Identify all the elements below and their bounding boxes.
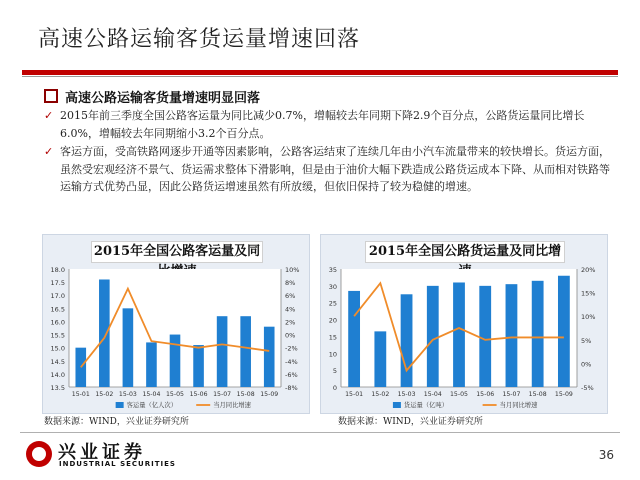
bar — [170, 335, 181, 387]
x-tick-label: 15-07 — [502, 391, 521, 398]
bar — [479, 286, 491, 387]
x-tick-label: 15-08 — [528, 391, 547, 398]
logo-text-en: INDUSTRIAL SECURITIES — [59, 460, 176, 468]
x-tick-label: 15-09 — [554, 391, 573, 398]
bar — [374, 331, 386, 387]
y-tick-label-left: 10 — [328, 350, 337, 359]
legend-line-label: 当月同比增速 — [499, 402, 538, 409]
x-tick-label: 15-09 — [260, 391, 279, 398]
passenger-chart-title: 2015年全国公路客运量及同 — [91, 241, 263, 263]
x-tick-label: 15-05 — [166, 391, 184, 398]
bar — [123, 308, 134, 387]
y-tick-label-right: -4% — [285, 357, 298, 366]
y-tick-label-right: 0% — [581, 360, 592, 369]
bar — [217, 316, 228, 387]
bar — [348, 291, 360, 387]
logo-mark-icon — [26, 441, 52, 467]
legend-bar-label: 客运量（亿人次） — [126, 402, 178, 409]
y-tick-label-left: 15 — [328, 333, 337, 342]
x-tick-label: 15-01 — [345, 391, 364, 398]
title-divider — [22, 70, 618, 75]
y-tick-label-right: -2% — [285, 344, 298, 353]
y-tick-label-right: -5% — [581, 384, 594, 392]
x-tick-label: 15-03 — [118, 391, 137, 398]
y-tick-label-right: 2% — [285, 318, 296, 327]
y-tick-label-right: 6% — [285, 292, 296, 301]
bar — [532, 281, 544, 387]
bullet-text: 客运方面，受高铁路网逐步开通等因素影响，公路客运结束了连续几年由小汽车流量带来的较快增长。货运方面，虽然受宏观经济不景气、货运需求整体下滑影响，但是由于油价大幅下跌造成公路货运成本下降、从而相对铁路等运输方式优势凸显，因此公路货运增速虽然有所放缓，但依旧保持了较为稳健的增速。 — [60, 145, 610, 193]
bullet-item — [44, 143, 614, 196]
y-tick-label-right: 0% — [285, 331, 296, 340]
passenger-chart-source: 数据来源：WIND，兴业证券研究所 — [44, 417, 189, 427]
freight-chart-source: 数据来源：WIND，兴业证券研究所 — [338, 417, 483, 427]
passenger-chart — [43, 235, 309, 413]
y-tick-label-right: 10% — [581, 313, 596, 322]
page-number: 36 — [598, 448, 614, 462]
freight-chart-panel — [320, 234, 608, 414]
x-tick-label: 15-03 — [397, 391, 416, 398]
bar — [240, 316, 251, 387]
x-tick-label: 15-02 — [371, 391, 390, 398]
x-tick-label: 15-01 — [71, 391, 90, 398]
y-tick-label-right: 8% — [285, 279, 296, 288]
freight-chart — [321, 235, 607, 413]
company-logo — [26, 438, 196, 472]
bullet-text: 2015年前三季度全国公路客运量为同比减少0.7%，增幅较去年同期下降2.9个百分点，公路货运量同比增长6.0%，增幅较去年同期缩小3.2个百分点。 — [60, 109, 585, 140]
legend-bar-label: 货运量（亿吨） — [403, 402, 448, 409]
y-tick-label-right: -6% — [285, 370, 298, 379]
section-heading-text: 高速公路运输客货量增速明显回落 — [65, 91, 261, 106]
section-heading — [44, 87, 260, 106]
y-tick-label-left: 16.5 — [50, 305, 65, 314]
y-tick-label-left: 25 — [328, 299, 337, 308]
bar — [146, 342, 157, 387]
freight-chart-title: 2015年全国公路货运量及同比增 — [365, 241, 565, 263]
x-tick-label: 15-08 — [236, 391, 255, 398]
y-tick-label-right: -8% — [285, 384, 298, 392]
y-tick-label-left: 13.5 — [50, 384, 65, 392]
bullet-item — [44, 107, 614, 142]
y-tick-label-left: 0 — [332, 384, 337, 392]
y-tick-label-left: 35 — [328, 266, 337, 274]
x-tick-label: 15-04 — [423, 391, 442, 398]
bar — [401, 294, 413, 387]
bar — [264, 327, 275, 387]
x-tick-label: 15-04 — [142, 391, 161, 398]
y-tick-label-right: 15% — [581, 289, 596, 298]
y-tick-label-left: 5 — [332, 367, 337, 376]
bar — [453, 282, 465, 387]
legend-bar-swatch — [393, 402, 401, 408]
y-tick-label-left: 30 — [328, 282, 337, 291]
y-tick-label-left: 14.0 — [50, 370, 65, 379]
passenger-chart-panel — [42, 234, 310, 414]
y-tick-label-right: 4% — [285, 305, 296, 314]
y-tick-label-left: 16.0 — [50, 318, 65, 327]
bar — [506, 284, 518, 387]
check-icon: ✓ — [44, 145, 54, 158]
x-tick-label: 15-06 — [189, 391, 208, 398]
logo-text-cn: 兴业证券 — [58, 442, 146, 463]
y-tick-label-right: 5% — [581, 336, 592, 345]
y-tick-label-left: 20 — [328, 316, 337, 325]
page-title: 高速公路运输客货运量增速回落 — [38, 27, 361, 52]
y-tick-label-left: 17.5 — [50, 279, 65, 288]
bar — [558, 276, 570, 387]
title-divider-thin — [22, 76, 618, 77]
bar — [193, 345, 204, 387]
bar — [99, 279, 110, 387]
check-icon: ✓ — [44, 109, 54, 122]
x-tick-label: 15-07 — [213, 391, 232, 398]
bar — [427, 286, 439, 387]
square-bullet-icon — [44, 89, 58, 103]
x-tick-label: 15-02 — [95, 391, 114, 398]
bullet-list — [44, 107, 614, 197]
y-tick-label-left: 17.0 — [50, 292, 65, 301]
legend-line-label: 当月同比增速 — [213, 402, 251, 409]
y-tick-label-left: 15.5 — [50, 331, 65, 340]
y-tick-label-left: 14.5 — [50, 357, 65, 366]
y-tick-label-left: 18.0 — [50, 266, 65, 274]
x-tick-label: 15-05 — [450, 391, 468, 398]
legend-bar-swatch — [116, 402, 124, 408]
y-tick-label-right: 10% — [285, 266, 300, 274]
x-tick-label: 15-06 — [476, 391, 495, 398]
y-tick-label-left: 15.0 — [50, 344, 65, 353]
footer-divider — [20, 432, 620, 433]
y-tick-label-right: 20% — [581, 266, 596, 274]
